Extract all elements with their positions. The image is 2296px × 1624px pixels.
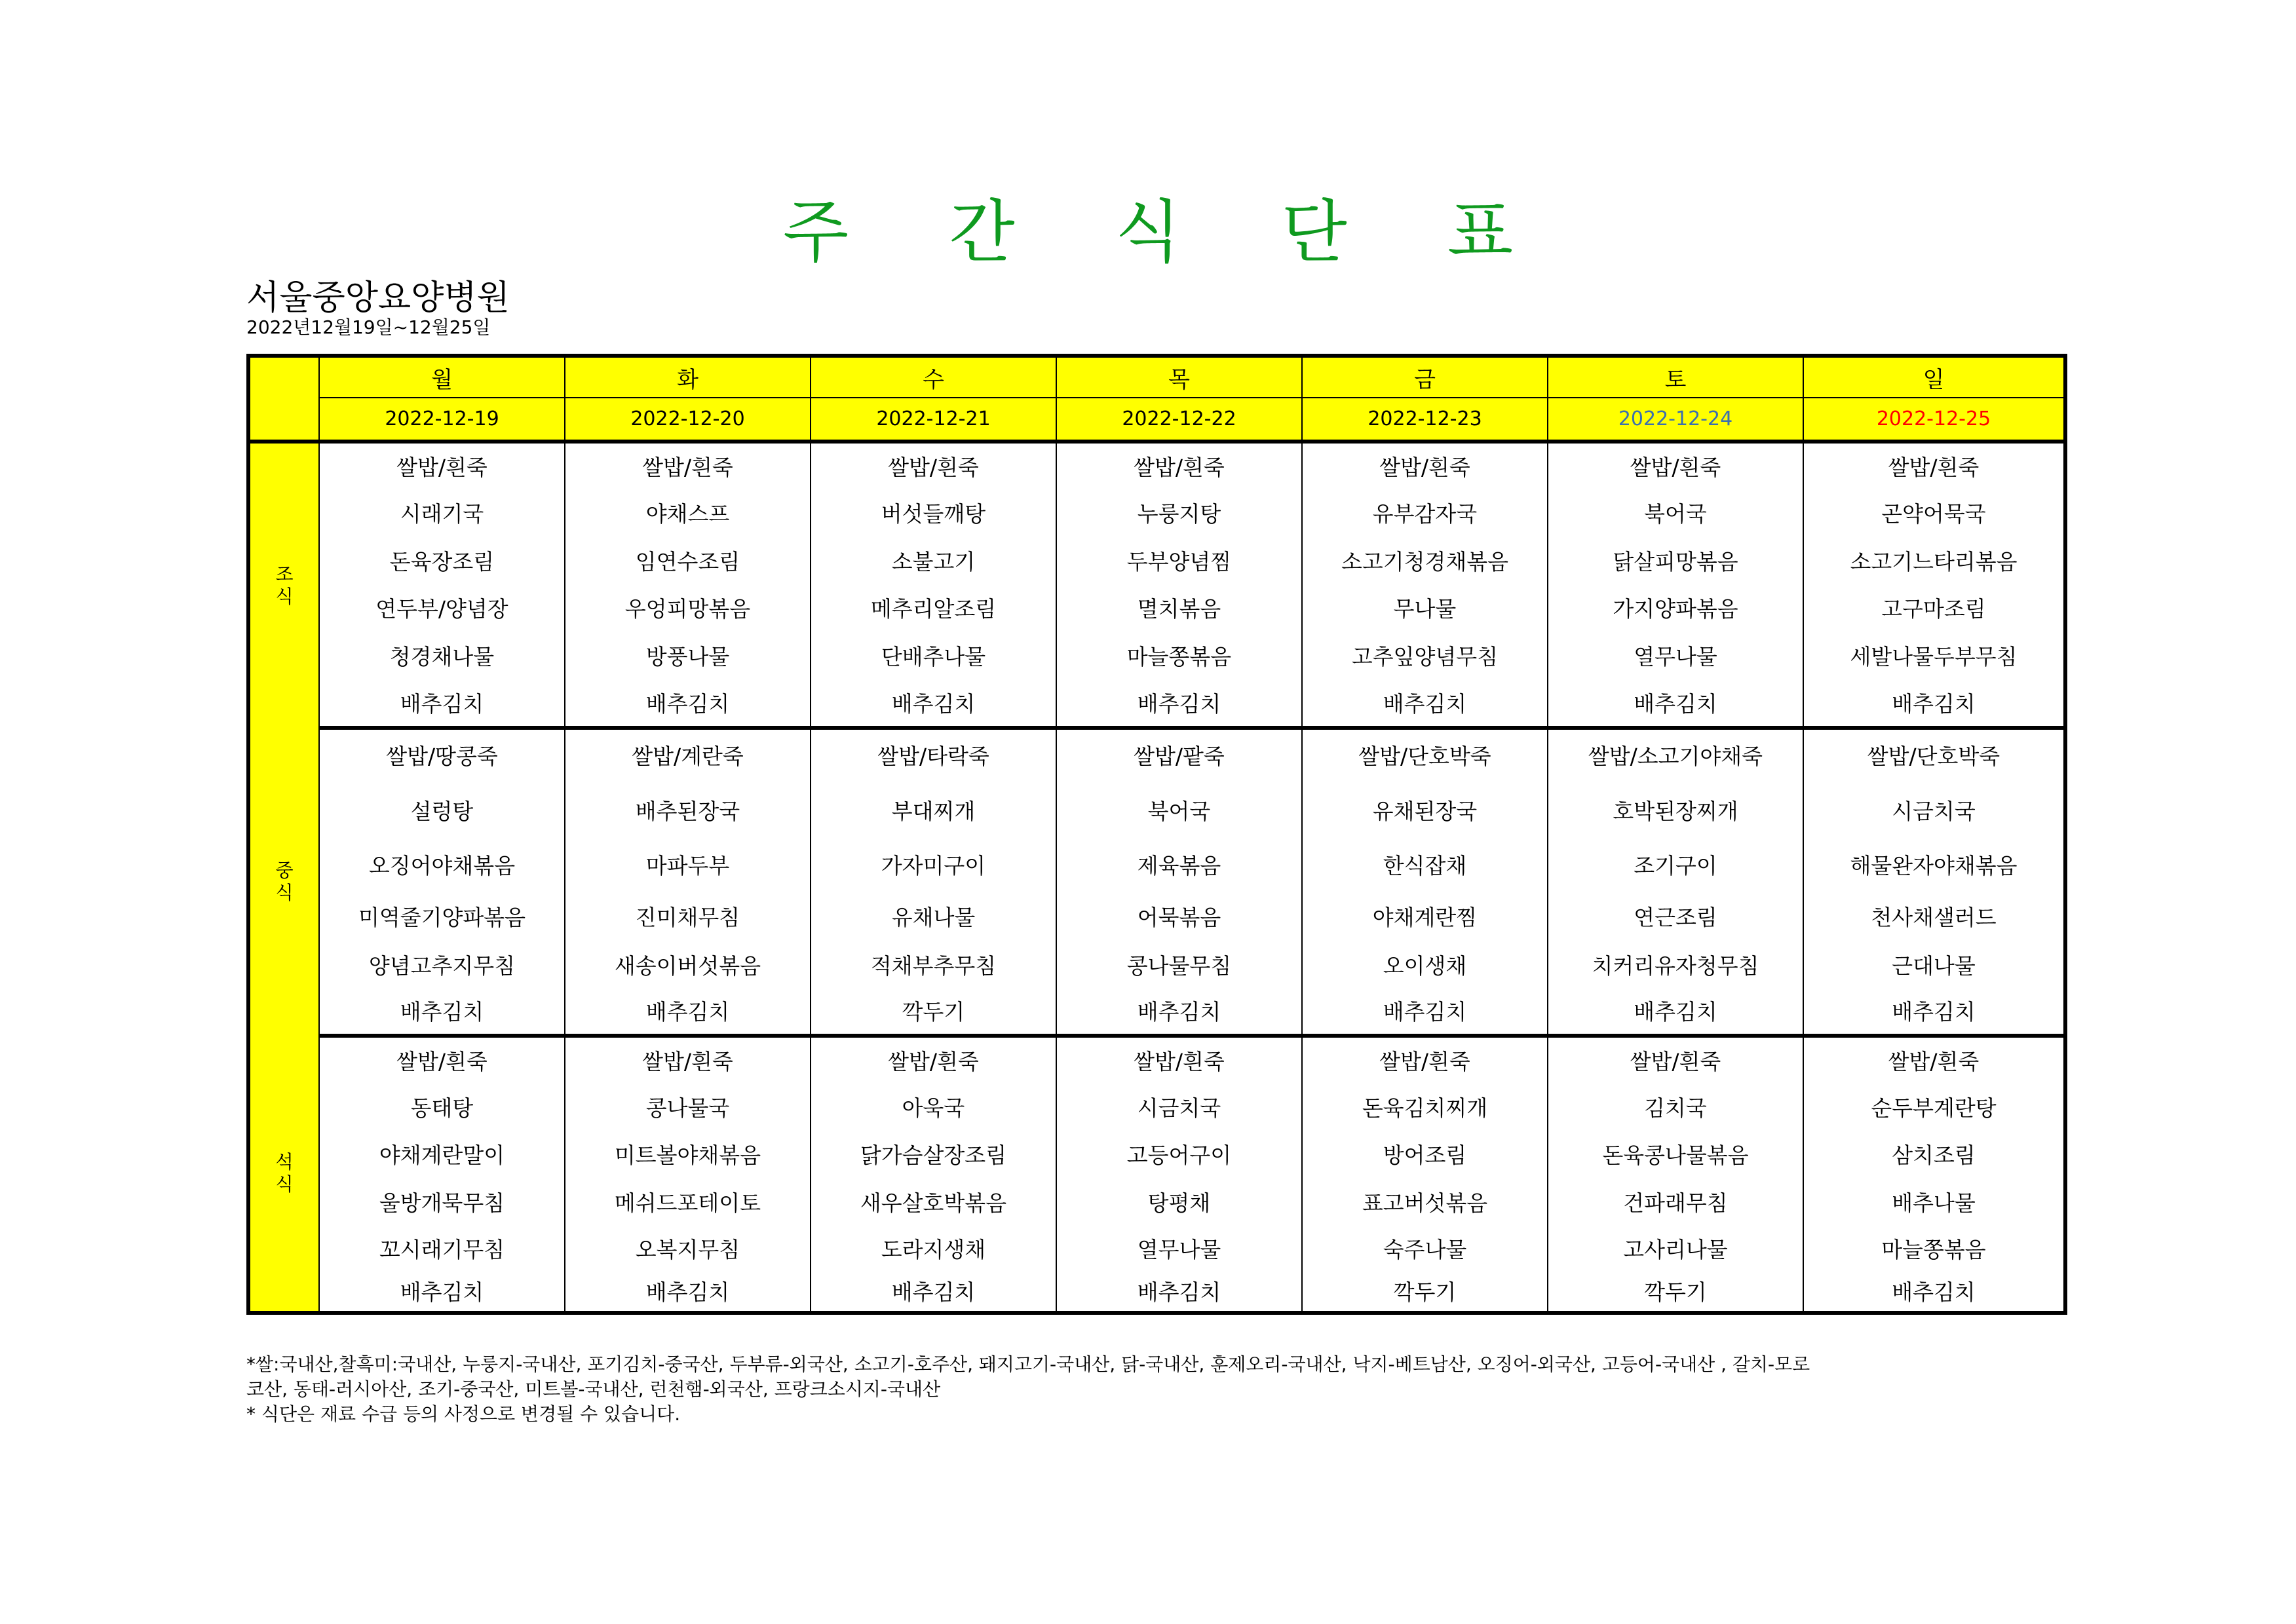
- menu-item: 탕평채: [1056, 1178, 1302, 1226]
- menu-item: 호박된장찌개: [1548, 781, 1803, 839]
- menu-item: 쌀밥/흰죽: [811, 1036, 1056, 1084]
- menu-item: 쌀밥/흰죽: [565, 1036, 811, 1084]
- menu-item: 고사리나물: [1548, 1226, 1803, 1271]
- menu-item: 쌀밥/흰죽: [811, 442, 1056, 489]
- menu-item: 닭살피망볶음: [1548, 537, 1803, 584]
- menu-item: 배추김치: [319, 988, 565, 1036]
- menu-item: 진미채무침: [565, 890, 811, 942]
- day-header: 목: [1056, 356, 1302, 398]
- menu-item: 해물완자야채볶음: [1803, 839, 2065, 890]
- menu-item: 깍두기: [811, 988, 1056, 1036]
- menu-item: 무나물: [1302, 584, 1548, 632]
- menu-item: 양념고추지무침: [319, 942, 565, 989]
- menu-item: 야채계란찜: [1302, 890, 1548, 942]
- menu-item: 배추김치: [1803, 679, 2065, 728]
- menu-item: 시금치국: [1056, 1083, 1302, 1131]
- menu-item: 쌀밥/흰죽: [1302, 1036, 1548, 1084]
- menu-item: 북어국: [1548, 489, 1803, 537]
- menu-item: 울방개묵무침: [319, 1178, 565, 1226]
- menu-item: 미트볼야채볶음: [565, 1131, 811, 1179]
- day-header: 일: [1803, 356, 2065, 398]
- menu-item: 쌀밥/흰죽: [1803, 1036, 2065, 1084]
- menu-item: 배추김치: [1803, 1270, 2065, 1313]
- origin-notes: [246, 1352, 2075, 1427]
- menu-item: 깍두기: [1548, 1270, 1803, 1313]
- menu-item: 천사채샐러드: [1803, 890, 2065, 942]
- date-header: 2022-12-19: [319, 398, 565, 442]
- menu-item: 제육볶음: [1056, 839, 1302, 890]
- menu-item: 쌀밥/단호박죽: [1803, 728, 2065, 781]
- menu-item: 오이생채: [1302, 942, 1548, 989]
- menu-item: 배추김치: [1548, 988, 1803, 1036]
- menu-item: 설렁탕: [319, 781, 565, 839]
- menu-item: 새송이버섯볶음: [565, 942, 811, 989]
- menu-item: 도라지생채: [811, 1226, 1056, 1271]
- meal-label: [248, 442, 319, 728]
- menu-item: 배추된장국: [565, 781, 811, 839]
- menu-item: 야채계란말이: [319, 1131, 565, 1179]
- menu-item: 쌀밥/소고기야채죽: [1548, 728, 1803, 781]
- day-header: 수: [811, 356, 1056, 398]
- menu-item: 누룽지탕: [1056, 489, 1302, 537]
- menu-item: 순두부계란탕: [1803, 1083, 2065, 1131]
- table-corner: [248, 356, 319, 442]
- menu-item: 건파래무침: [1548, 1178, 1803, 1226]
- menu-item: 소고기청경채볶음: [1302, 537, 1548, 584]
- menu-item: 소불고기: [811, 537, 1056, 584]
- menu-item: 배추나물: [1803, 1178, 2065, 1226]
- menu-item: 오복지무침: [565, 1226, 811, 1271]
- menu-item: 미역줄기양파볶음: [319, 890, 565, 942]
- day-header: 토: [1548, 356, 1803, 398]
- day-header: 화: [565, 356, 811, 398]
- day-header: 금: [1302, 356, 1548, 398]
- menu-item: 시래기국: [319, 489, 565, 537]
- menu-item: 삼치조림: [1803, 1131, 2065, 1179]
- menu-item: 쌀밥/흰죽: [1803, 442, 2065, 489]
- menu-item: 한식잡채: [1302, 839, 1548, 890]
- menu-item: 배추김치: [1056, 988, 1302, 1036]
- menu-item: 어묵볶음: [1056, 890, 1302, 942]
- menu-item: 방어조림: [1302, 1131, 1548, 1179]
- menu-item: 방풍나물: [565, 632, 811, 679]
- menu-item: 배추김치: [319, 679, 565, 728]
- menu-item: 동태탕: [319, 1083, 565, 1131]
- date-header: 2022-12-22: [1056, 398, 1302, 442]
- menu-item: 고구마조림: [1803, 584, 2065, 632]
- menu-item: 연근조림: [1548, 890, 1803, 942]
- menu-item: 쌀밥/흰죽: [319, 1036, 565, 1084]
- menu-item: 버섯들깨탕: [811, 489, 1056, 537]
- menu-item: 유채나물: [811, 890, 1056, 942]
- menu-item: 쌀밥/팥죽: [1056, 728, 1302, 781]
- weekly-menu-table: [246, 354, 2067, 1315]
- menu-item: 표고버섯볶음: [1302, 1178, 1548, 1226]
- menu-item: 닭가슴살장조림: [811, 1131, 1056, 1179]
- menu-item: 메쉬드포테이토: [565, 1178, 811, 1226]
- menu-item: 배추김치: [1302, 988, 1548, 1036]
- menu-item: 꼬시래기무침: [319, 1226, 565, 1271]
- menu-item: 고등어구이: [1056, 1131, 1302, 1179]
- menu-item: 메추리알조림: [811, 584, 1056, 632]
- menu-item: 쌀밥/흰죽: [565, 442, 811, 489]
- menu-item: 청경채나물: [319, 632, 565, 679]
- menu-item: 배추김치: [1056, 1270, 1302, 1313]
- menu-item: 배추김치: [1056, 679, 1302, 728]
- menu-item: 시금치국: [1803, 781, 2065, 839]
- menu-item: 멸치볶음: [1056, 584, 1302, 632]
- menu-item: 아욱국: [811, 1083, 1056, 1131]
- menu-item: 연두부/양념장: [319, 584, 565, 632]
- menu-item: 쌀밥/흰죽: [1056, 1036, 1302, 1084]
- meal-label-text: 석식: [275, 1150, 294, 1195]
- meal-label-text: 중식: [275, 859, 294, 903]
- day-header: 월: [319, 356, 565, 398]
- menu-item: 배추김치: [1803, 988, 2065, 1036]
- menu-item: 돈육김치찌개: [1302, 1083, 1548, 1131]
- note-line: 코산, 동태-러시아산, 조기-중국산, 미트볼-국내산, 런천햄-외국산, 프랑크소시지-국내산: [246, 1378, 941, 1400]
- hospital-name: 서울중앙요양병원: [246, 278, 510, 318]
- note-line: * 식단은 재료 수급 등의 사정으로 변경될 수 있습니다.: [246, 1403, 681, 1425]
- menu-item: 우엉피망볶음: [565, 584, 811, 632]
- menu-item: 야채스프: [565, 489, 811, 537]
- menu-item: 마늘쫑볶음: [1056, 632, 1302, 679]
- menu-item: 새우살호박볶음: [811, 1178, 1056, 1226]
- menu-item: 마파두부: [565, 839, 811, 890]
- menu-item: 쌀밥/계란죽: [565, 728, 811, 781]
- menu-item: 치커리유자청무침: [1548, 942, 1803, 989]
- meal-label: [248, 1036, 319, 1313]
- menu-item: 곤약어묵국: [1803, 489, 2065, 537]
- menu-item: 배추김치: [565, 1270, 811, 1313]
- menu-item: 쌀밥/흰죽: [1548, 1036, 1803, 1084]
- menu-item: 깍두기: [1302, 1270, 1548, 1313]
- menu-item: 쌀밥/땅콩죽: [319, 728, 565, 781]
- menu-item: 가지양파볶음: [1548, 584, 1803, 632]
- menu-item: 소고기느타리볶음: [1803, 537, 2065, 584]
- menu-item: 배추김치: [565, 988, 811, 1036]
- menu-item: 단배추나물: [811, 632, 1056, 679]
- menu-item: 고추잎양념무침: [1302, 632, 1548, 679]
- date-header: 2022-12-21: [811, 398, 1056, 442]
- menu-item: 세발나물두부무침: [1803, 632, 2065, 679]
- menu-item: 부대찌개: [811, 781, 1056, 839]
- menu-item: 열무나물: [1548, 632, 1803, 679]
- menu-item: 배추김치: [319, 1270, 565, 1313]
- menu-item: 쌀밥/타락죽: [811, 728, 1056, 781]
- menu-item: 근대나물: [1803, 942, 2065, 989]
- menu-item: 두부양념찜: [1056, 537, 1302, 584]
- menu-item: 오징어야채볶음: [319, 839, 565, 890]
- menu-item: 쌀밥/단호박죽: [1302, 728, 1548, 781]
- menu-item: 쌀밥/흰죽: [1056, 442, 1302, 489]
- note-line: *쌀:국내산,찰흑미:국내산, 누룽지-국내산, 포기김치-중국산, 두부류-외국산, 소고기-호주산, 돼지고기-국내산, 닭-국내산, 훈제오리-국내산, 낙지-베트남산, 오징어-외국산, 고등어-국내산 , 갈치-모로: [246, 1353, 1810, 1375]
- menu-item: 배추김치: [811, 679, 1056, 728]
- menu-item: 콩나물무침: [1056, 942, 1302, 989]
- menu-item: 마늘쫑볶음: [1803, 1226, 2065, 1271]
- menu-item: 쌀밥/흰죽: [319, 442, 565, 489]
- date-header: 2022-12-23: [1302, 398, 1548, 442]
- menu-item: 콩나물국: [565, 1083, 811, 1131]
- menu-item: 유채된장국: [1302, 781, 1548, 839]
- menu-item: 배추김치: [811, 1270, 1056, 1313]
- date-header: 2022-12-24: [1548, 398, 1803, 442]
- menu-item: 배추김치: [1302, 679, 1548, 728]
- menu-item: 김치국: [1548, 1083, 1803, 1131]
- menu-item: 임연수조림: [565, 537, 811, 584]
- meal-label-text: 조식: [275, 563, 294, 608]
- menu-item: 조기구이: [1548, 839, 1803, 890]
- date-header: 2022-12-20: [565, 398, 811, 442]
- meal-label: [248, 728, 319, 1035]
- page-title: 주 간 식 단 표: [782, 192, 1553, 272]
- menu-item: 적채부추무침: [811, 942, 1056, 989]
- menu-item: 배추김치: [565, 679, 811, 728]
- menu-item: 가자미구이: [811, 839, 1056, 890]
- menu-period: 2022년12월19일~12월25일: [246, 316, 491, 338]
- menu-item: 돈육콩나물볶음: [1548, 1131, 1803, 1179]
- menu-item: 쌀밥/흰죽: [1548, 442, 1803, 489]
- menu-item: 배추김치: [1548, 679, 1803, 728]
- menu-item: 쌀밥/흰죽: [1302, 442, 1548, 489]
- menu-item: 숙주나물: [1302, 1226, 1548, 1271]
- menu-item: 북어국: [1056, 781, 1302, 839]
- menu-item: 열무나물: [1056, 1226, 1302, 1271]
- date-header: 2022-12-25: [1803, 398, 2065, 442]
- menu-item: 돈육장조림: [319, 537, 565, 584]
- menu-item: 유부감자국: [1302, 489, 1548, 537]
